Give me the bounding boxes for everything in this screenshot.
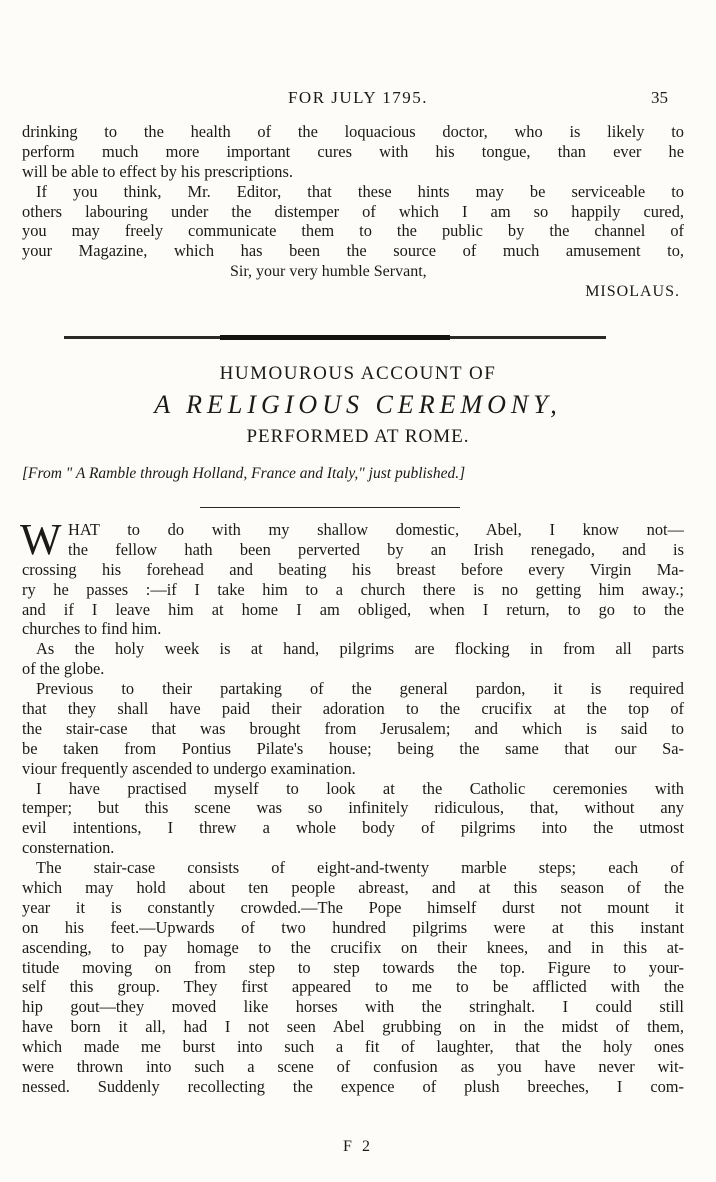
text-line: were thrown into such a scene of confusion as you have never wit- xyxy=(22,1057,684,1077)
text-line: ry he passes :—if I take him to a church there is no getting him away.; xyxy=(22,579,684,599)
text-line: will be able to effect by his prescriptions. xyxy=(22,161,293,181)
text-line: evil intentions, I threw a whole body of pilgrims into the utmost xyxy=(22,818,684,838)
short-divider xyxy=(200,507,460,508)
text-line: Previous to their partaking of the general pardon, it is required xyxy=(36,679,684,699)
text-line: viour frequently ascended to undergo examination. xyxy=(22,758,356,778)
text-line: self this group. They first appeared to me to be afflicted with the xyxy=(22,977,684,997)
signature-closing: Sir, your very humble Servant, xyxy=(230,263,427,280)
text-line: be taken from Pontius Pilate's house; being the same that our Sa- xyxy=(22,738,684,758)
letter-signature xyxy=(22,263,680,303)
text-line: As the holy week is at hand, pilgrims are flocking in from all parts xyxy=(36,639,684,659)
running-head xyxy=(0,88,716,110)
text-line: I have practised myself to look at the Catholic ceremonies with xyxy=(36,778,684,798)
text-line: on his feet.—Upwards of two hundred pilgrims were at this instant xyxy=(22,917,684,937)
text-line: If you think, Mr. Editor, that these hints may be serviceable to xyxy=(36,181,684,201)
text-line: hip gout—they moved like horses with the stringhalt. I could still xyxy=(22,997,684,1017)
text-line: of the globe. xyxy=(22,659,105,679)
section-divider-ornament xyxy=(220,335,450,340)
text-line: that they shall have paid their adoration to the crucifix at the top of xyxy=(22,699,684,719)
text-line: which may hold about ten people abreast, and at this season of the xyxy=(22,878,684,898)
text-line: consternation. xyxy=(22,838,115,858)
text-line: temper; but this scene was so infinitely ridiculous, that, without any xyxy=(22,798,684,818)
text-line: have born it all, had I not seen Abel grubbing on in the midst of them, xyxy=(22,1017,684,1037)
text-line: the stair-case that was brought from Jerusalem; and which is said to xyxy=(22,718,684,738)
text-line: churches to find him. xyxy=(22,619,162,639)
article-heading: HUMOUROUS ACCOUNT OF xyxy=(219,363,497,384)
text-line: which made me burst into such a fit of laughter, that the holy ones xyxy=(22,1037,684,1057)
text-line: ascending, to pay homage to the crucifix on their knees, and in this at- xyxy=(22,937,684,957)
text-line: HAT to do with my shallow domestic, Abel, I know not— xyxy=(68,520,684,539)
top-text xyxy=(22,122,684,261)
text-line: titude moving on from step to step towards the top. Figure to your- xyxy=(22,957,684,977)
article-title: A RELIGIOUS CEREMONY, xyxy=(154,390,562,419)
signature-name: MISOLAUS. xyxy=(585,283,680,300)
drop-cap: W xyxy=(20,515,62,564)
text-line: drinking to the health of the loquacious doctor, who is likely to xyxy=(22,122,684,141)
text-line: The stair-case consists of eight-and-twenty marble steps; each of xyxy=(36,858,684,878)
article-body xyxy=(20,515,684,1097)
text-line: your Magazine, which has been the source of much amusement to, xyxy=(22,241,684,261)
text-line: year it is constantly crowded.—The Pope himself durst not mount it xyxy=(22,897,684,917)
running-title: FOR JULY 1795. xyxy=(287,88,429,107)
article-source: [From " A Ramble through Holland, France and Italy," just published.] xyxy=(22,465,466,482)
text-line: crossing his forehead and beating his breast before every Virgin Ma- xyxy=(22,559,684,579)
text-line: you may freely communicate them to the public by the channel of xyxy=(22,221,684,241)
text-line: nessed. Suddenly recollecting the expence of plush breeches, I com- xyxy=(22,1076,684,1096)
text-line: others labouring under the distemper of which I am so happily cured, xyxy=(22,201,684,221)
text-line: and if I leave him at home I am obliged, when I return, to go to the xyxy=(22,599,684,619)
page-number: 35 xyxy=(651,88,668,107)
text-line: the fellow hath been perverted by an Irish renegado, and is xyxy=(68,539,684,559)
article-subheading: PERFORMED AT ROME. xyxy=(246,426,470,447)
signature-mark: F 2 xyxy=(343,1138,373,1155)
text-line: perform much more important cures with his tongue, than ever he xyxy=(22,141,684,161)
